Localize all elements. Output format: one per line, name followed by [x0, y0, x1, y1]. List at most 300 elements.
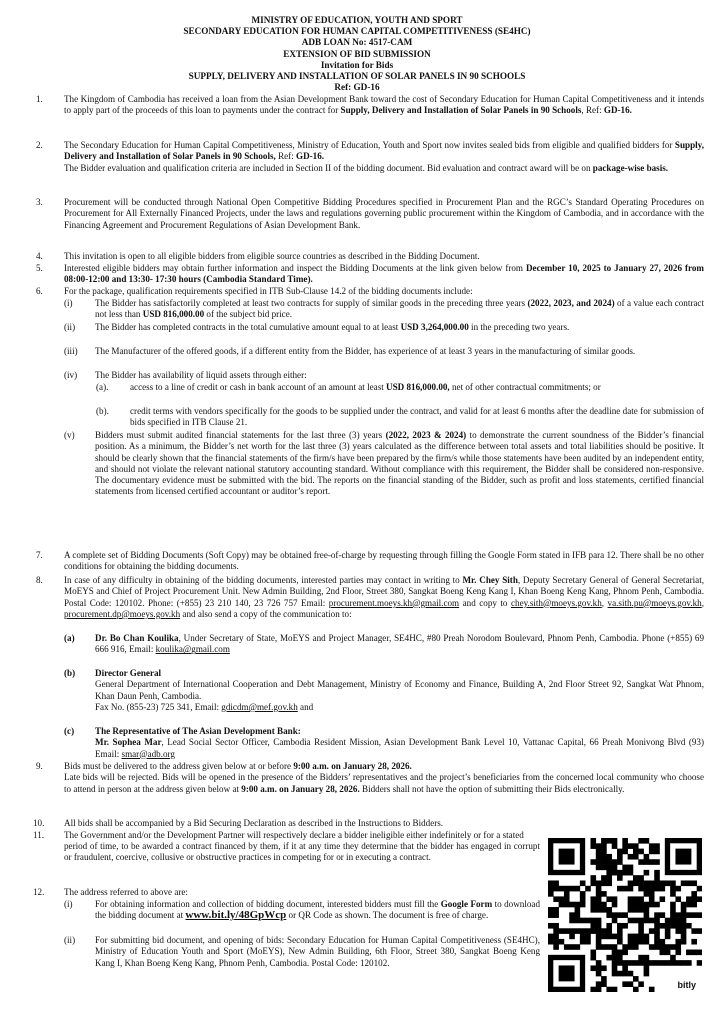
qr-module [612, 944, 618, 950]
qr-module [617, 923, 623, 929]
qr-module [585, 928, 591, 934]
qr-module [590, 880, 596, 886]
qr-module [622, 950, 628, 956]
paragraph-text: Interested eligible bidders may obtain further information and inspect the Bidding Documents at the link given below from [64, 263, 526, 273]
qr-module [628, 971, 634, 977]
qr-module [580, 902, 586, 908]
qr-module [606, 870, 612, 876]
qr-module [633, 976, 639, 982]
email-link[interactable]: va.sith.pu@moeys.gov.kh [607, 597, 702, 608]
qr-module [675, 896, 681, 902]
qr-module [649, 896, 655, 902]
qr-module [575, 907, 581, 913]
qr-module [649, 880, 655, 886]
qr-finder-pattern [559, 849, 575, 865]
email-link[interactable]: procurement.moeys.kh@gmail.com [328, 597, 460, 608]
paragraph-text: , Deputy Secretary General of General Secretariat, MoEYS and Chief of Project Procurement Unit. New Admin Building, 2nd Floor, Street 380, Sangkat Boeng Keng Kang I, Khan Boeng Keng Kang, Phnom Penh, Cambodia. Postal Code: 120102. Phone: (+855) 23 210 140, 23 726 757 Email: [64, 575, 705, 608]
paragraph-12-intro: The address referred to above are: [64, 887, 188, 897]
qr-module [596, 896, 602, 902]
paragraph-11: period of time, to be awarded a contract financed by them, if it at any time they determine that the bidder has engaged in corrupt or fraudulent, coercive, collusive or obstructive practices in competing for or in executing a contract. [64, 841, 540, 863]
qr-module [606, 859, 612, 865]
qr-module [548, 886, 554, 892]
paragraph-4: This invitation is open to all eligible bidders from eligible source countries as described in the Bidding Document. [64, 251, 480, 261]
paragraph-text: General Department of International Cooperation and Debt Management, Ministry of Economy and Finance, Building A, 2nd Floor Street 92, Sangkat Wat Phnom, Khan Daun Penh, Cambodia. [95, 679, 704, 701]
qr-module [649, 891, 655, 897]
qr-module [553, 896, 559, 902]
qr-module [622, 971, 628, 977]
qr-module [606, 928, 612, 934]
qr-module [596, 886, 602, 892]
qr-module [633, 960, 639, 966]
qr-module [644, 971, 650, 977]
contact-title: The Representative of The Asian Development Bank: [95, 726, 301, 736]
qr-module [569, 886, 575, 892]
qr-module [638, 918, 644, 924]
qr-module [612, 859, 618, 865]
qr-module [628, 902, 634, 908]
document-header [0, 15, 714, 93]
paragraph-text: The Bidder has satisfactorily completed at least two contracts for supply of similar goods in the preceding three years [95, 298, 528, 308]
qr-module [548, 907, 554, 913]
paragraph-11-first-line: The Government and/or the Development Partner will respectively declare a bidder ineligible either indefinitely or for a stated [64, 830, 524, 840]
contract-title: SUPPLY, DELIVERY AND INSTALLATION OF SOLAR PANELS IN 90 SCHOOLS [188, 71, 526, 82]
qr-module [606, 854, 612, 860]
qr-module [675, 912, 681, 918]
qr-module [628, 843, 634, 849]
award-basis: package-wise basis. [592, 162, 669, 173]
qr-module [559, 886, 565, 892]
qr-module [612, 896, 618, 902]
qr-module [670, 891, 676, 897]
qr-module [585, 918, 591, 924]
paragraph-text: , Ref: [581, 105, 604, 116]
qr-module [660, 923, 666, 929]
download-link[interactable]: www.bit.ly/48GpWcp [185, 909, 287, 922]
qr-module [601, 907, 607, 913]
qr-module [660, 912, 666, 918]
qr-module [612, 865, 618, 871]
notice-type: EXTENSION OF BID SUBMISSION [283, 48, 431, 59]
qr-module [590, 987, 596, 992]
qr-module [590, 923, 596, 929]
qr-module [596, 944, 602, 950]
qr-module [654, 939, 660, 945]
qr-module [697, 950, 702, 956]
qr-module [670, 923, 676, 929]
sub-item-number: (v) [64, 430, 75, 440]
qr-module [617, 971, 623, 977]
qr-module [633, 934, 639, 940]
paragraph-9 [64, 761, 704, 795]
qr-module [622, 912, 628, 918]
qr-module [649, 849, 655, 855]
qr-module [644, 912, 650, 918]
qr-module [612, 934, 618, 940]
email-link[interactable]: procurement.dp@moeys.gov.kh [64, 608, 181, 619]
qr-module [569, 944, 575, 950]
qr-module [654, 880, 660, 886]
qr-module [644, 955, 650, 961]
qr-module [585, 939, 591, 945]
qr-module [601, 854, 607, 860]
qr-module [638, 960, 644, 966]
qr-module [633, 849, 639, 855]
qr-module [617, 928, 623, 934]
loan-number: ADB LOAN No: 4517-CAM [301, 37, 413, 48]
qr-module [606, 880, 612, 886]
qr-module [548, 891, 554, 897]
deadline: 9:00 a.m. on January 28, 2026. [293, 761, 412, 771]
qr-module [660, 886, 666, 892]
qr-module [654, 849, 660, 855]
qr-module [553, 939, 559, 945]
contact-name: Dr. Bo Chan Koulika [95, 633, 179, 643]
qr-module [606, 838, 612, 844]
qr-module [596, 928, 602, 934]
qr-module [601, 859, 607, 865]
qr-module [596, 965, 602, 971]
deadline: 9:00 a.m. on January 28, 2026. [241, 783, 360, 794]
paragraph-text: For obtaining information and collection of bidding document, interested bidders must fill the [95, 899, 441, 909]
qr-module [691, 950, 697, 956]
paragraph-text: Bids must be delivered to the address given below at or before [64, 761, 294, 771]
qr-module [596, 849, 602, 855]
qr-module [638, 939, 644, 945]
qr-module [660, 944, 666, 950]
paragraph-text: Bidders shall not have the option of submitting their Bids electronically. [359, 783, 625, 794]
qr-module [590, 896, 596, 902]
qr-module [633, 880, 639, 886]
qr-module [559, 928, 565, 934]
sub-item-number: (b). [96, 406, 109, 416]
qr-module [590, 955, 596, 961]
paragraph-text: Ref: [275, 151, 297, 162]
qr-module [575, 912, 581, 918]
qr-module [638, 896, 644, 902]
qr-module [612, 902, 618, 908]
qr-code-graphic [548, 838, 702, 992]
qr-module [564, 896, 570, 902]
qr-module [596, 960, 602, 966]
qr-module [665, 918, 671, 924]
qr-module [575, 944, 581, 950]
qr-module [601, 928, 607, 934]
paragraph-text: and also send a copy of the communication to: [180, 608, 352, 619]
qr-module [660, 939, 666, 945]
qr-module [564, 928, 570, 934]
qr-module [601, 865, 607, 871]
paragraph-text: to demonstrate the current soundness of the Bidder’s financial position. As a minimum, the Bidder’s net worth for the last three (3) years calculated as the difference between total assets and total liabilities should be positive. It should be clearly shown that the financial statements of the firm/s have been prepared by the firm/s while those statements have been audited by an independent entity, and should not violate the relevant national statutory accounting standard. Without compliance with this requirement, the Bidder shall be considered non-responsive. The documentary evidence must be submitted with the bid. The reports on the financial standing of the Bidder, such as profit and loss statements, certified financial statements from licensed certified accountant or auditor’s report. [95, 430, 704, 497]
qr-module [617, 950, 623, 956]
amount: USD 816,000.00 [142, 309, 205, 320]
paragraph-number: 1. [36, 94, 43, 104]
qr-module [596, 865, 602, 871]
qr-module [601, 849, 607, 855]
qr-module [612, 912, 618, 918]
qr-module [633, 907, 639, 913]
qr-module [553, 923, 559, 929]
qr-module [612, 955, 618, 961]
qr-module [596, 923, 602, 929]
paragraph-10: All bids shall be accompanied by a Bid Securing Declaration as described in the Instructions to Bidders. [64, 818, 444, 828]
google-form-label: Google Form [440, 899, 493, 909]
qr-module [575, 902, 581, 908]
contract-name: Supply, Delivery and Installation of Solar Panels in 90 Schools [340, 105, 582, 116]
qr-module [612, 965, 618, 971]
qr-module [596, 859, 602, 865]
qr-module [654, 912, 660, 918]
qr-module [606, 896, 612, 902]
paragraph-text: and copy to [459, 597, 511, 608]
qr-module [617, 912, 623, 918]
qr-module [612, 971, 618, 977]
qr-module [569, 918, 575, 924]
reference-number: GD-16. [296, 151, 325, 162]
qr-module [564, 902, 570, 908]
qr-module [612, 843, 618, 849]
contact-c [95, 726, 704, 760]
qr-module [654, 902, 660, 908]
qr-module [633, 875, 639, 881]
qr-module [622, 965, 628, 971]
qr-module [612, 838, 618, 844]
qr-module [569, 934, 575, 940]
qr-module [670, 880, 676, 886]
qr-module [670, 955, 676, 961]
email-link[interactable]: smar@adb.org [121, 748, 175, 759]
qr-module [670, 918, 676, 924]
qr-module [633, 902, 639, 908]
qr-module [612, 960, 618, 966]
qr-module [596, 880, 602, 886]
qr-module [697, 886, 702, 892]
qr-module [691, 939, 697, 945]
qr-module [617, 849, 623, 855]
qr-module [617, 859, 623, 865]
qr-module [601, 891, 607, 897]
qr-module [606, 944, 612, 950]
qualification-iv-b: credit terms with vendors specifically for the goods to be supplied under the contract, and valid for at least 6 months after the deadline date for submission of bids specified in ITB Clause 21. [130, 406, 704, 428]
qr-module [691, 880, 697, 886]
qr-module [660, 950, 666, 956]
qr-module [606, 907, 612, 913]
qr-module [590, 838, 596, 844]
sub-item-number: (iii) [64, 346, 78, 356]
qr-module [665, 880, 671, 886]
qr-module [633, 843, 639, 849]
paragraph-number: 2. [36, 140, 43, 150]
qr-module [580, 896, 586, 902]
paragraph-2 [64, 140, 704, 174]
qr-module [606, 875, 612, 881]
qualification-ii [95, 322, 704, 333]
qr-module [580, 918, 586, 924]
qr-module [606, 955, 612, 961]
qr-module [675, 960, 681, 966]
qr-module [697, 960, 702, 966]
qr-module [644, 854, 650, 860]
qr-module [596, 891, 602, 897]
qr-module [628, 865, 634, 871]
qr-module [628, 854, 634, 860]
qr-module [617, 960, 623, 966]
qr-module [681, 939, 687, 945]
paragraph-number: 11. [33, 830, 45, 840]
qr-module [654, 944, 660, 950]
paragraph-number: 4. [36, 251, 43, 261]
qualification-iv-a [130, 382, 704, 393]
qr-module [638, 981, 644, 987]
qr-module [585, 886, 591, 892]
qr-module [638, 928, 644, 934]
qr-module [638, 849, 644, 855]
qr-module [654, 928, 660, 934]
qr-module [681, 918, 687, 924]
qr-module [644, 886, 650, 892]
qr-module [644, 859, 650, 865]
qr-module [649, 886, 655, 892]
qr-module [601, 902, 607, 908]
qr-module [617, 870, 623, 876]
qr-module [580, 880, 586, 886]
qr-module [617, 955, 623, 961]
qr-module [590, 859, 596, 865]
qr-module [638, 875, 644, 881]
qr-module [649, 960, 655, 966]
paragraph-number: 3. [36, 197, 43, 207]
qr-module [654, 886, 660, 892]
qr-module [633, 987, 639, 992]
qr-module [553, 944, 559, 950]
qr-module [622, 870, 628, 876]
qr-module [580, 934, 586, 940]
qr-module [601, 875, 607, 881]
qr-module [660, 880, 666, 886]
qr-module [649, 928, 655, 934]
qr-module [548, 912, 554, 918]
qr-module [654, 843, 660, 849]
email-link[interactable]: gdicdm@mef.gov.kh [221, 701, 298, 712]
qr-module [681, 880, 687, 886]
qr-module [644, 934, 650, 940]
qr-module [675, 918, 681, 924]
qr-module [697, 896, 702, 902]
qr-module [654, 918, 660, 924]
qr-module [590, 902, 596, 908]
paragraph-number: 9. [36, 761, 43, 771]
qr-module [670, 902, 676, 908]
qualification-iii: The Manufacturer of the offered goods, if a different entity from the Bidder, has experience of at least 3 years in the manufacturing of similar goods. [95, 346, 636, 356]
paragraph-text: In case of any difficulty in obtaining of the bidding documents, interested parties may contact in writing to [64, 575, 463, 585]
email-link[interactable]: koulika@gmail.com [155, 644, 230, 655]
qr-module [569, 902, 575, 908]
qr-module [670, 960, 676, 966]
qr-module [665, 944, 671, 950]
qr-module [681, 928, 687, 934]
sub-item-number: (ii) [64, 935, 76, 945]
qr-module [596, 981, 602, 987]
paragraph-number: 8. [36, 575, 43, 585]
qr-module [686, 950, 692, 956]
qr-module [590, 875, 596, 881]
qr-module [622, 865, 628, 871]
invitation-title: Invitation for Bids [320, 59, 394, 70]
qr-module [644, 891, 650, 897]
paragraph-5 [64, 263, 704, 286]
paragraph-text: , Under Secretary of State, MoEYS and Project Manager, SE4HC, #80 Preah Norodom Boulevard, Phnom Penh, Cambodia. Phone (+855) 69 666 916, Email: [95, 633, 704, 655]
qr-module [606, 987, 612, 992]
qr-module [638, 886, 644, 892]
qr-code-icon[interactable] [548, 838, 702, 992]
qr-module [553, 886, 559, 892]
qr-module [617, 854, 623, 860]
qr-module [638, 902, 644, 908]
qr-module [548, 880, 554, 886]
qr-module [601, 880, 607, 886]
qr-module [654, 934, 660, 940]
qr-module [644, 907, 650, 913]
qr-module [665, 923, 671, 929]
paragraph-1 [64, 94, 704, 117]
paragraph-7: A complete set of Bidding Documents (Soft Copy) may be obtained free-of-charge by requesting through filling the Google Form stated in IFB para 12. There shall be no other conditions for obtaining the bidding documents. [64, 550, 704, 572]
qr-module [590, 918, 596, 924]
contact-b [95, 668, 704, 713]
qr-module [649, 918, 655, 924]
qr-module [569, 912, 575, 918]
sub-item-number: (c) [64, 726, 75, 736]
qr-module [675, 886, 681, 892]
qr-module [654, 859, 660, 865]
qr-module [628, 918, 634, 924]
qr-module [622, 944, 628, 950]
address-ii: For submitting bid document, and opening of bids: Secondary Education for Human Capital Competitiveness (SE4HC), Ministry of Education Youth and Sport (MoEYS), New Admin Building, 6th Floor, Street 380, Sangkat Boeng Keng Kang I, Khan Boeng Keng Kang, Phnom Penh, Cambodia. Postal Code: 120102. [95, 935, 540, 968]
qr-module [617, 886, 623, 892]
qr-caption: bitly [677, 980, 696, 990]
years-range: (2022, 2023, and 2024) [527, 298, 615, 308]
qr-module [601, 981, 607, 987]
qr-module [590, 907, 596, 913]
qr-module [644, 838, 650, 844]
qr-finder-pattern [559, 965, 575, 981]
qr-module [697, 928, 702, 934]
qr-module [596, 934, 602, 940]
qr-module [660, 960, 666, 966]
qr-module [622, 960, 628, 966]
qr-module [633, 939, 639, 945]
email-link[interactable]: chey.sith@moeys.gov.kh [510, 597, 602, 608]
qr-module [675, 923, 681, 929]
paragraph-text: , [601, 597, 608, 608]
paragraph-6-intro: For the package, qualification requirements specified in ITB Sub-Clause 14.2 of the bidding documents include: [64, 286, 473, 296]
qr-module [606, 912, 612, 918]
qr-module [649, 843, 655, 849]
address-i [95, 899, 540, 922]
sub-item-number: (i) [64, 298, 73, 308]
paragraph-number: 12. [33, 887, 45, 897]
sub-item-number: (iv) [64, 370, 78, 380]
qr-module [681, 960, 687, 966]
qr-module [628, 944, 634, 950]
qr-module [564, 944, 570, 950]
contact-name: Mr. Sophea Mar [95, 737, 162, 748]
paragraph-number: 6. [36, 286, 43, 296]
qr-module [691, 912, 697, 918]
qr-module [686, 880, 692, 886]
paragraph-text: The Bidder has completed contracts in the total cumulative amount equal to at least [95, 322, 401, 332]
qr-module [606, 865, 612, 871]
qr-module [596, 907, 602, 913]
paragraph-text: of a value each contract not less than [95, 298, 704, 320]
